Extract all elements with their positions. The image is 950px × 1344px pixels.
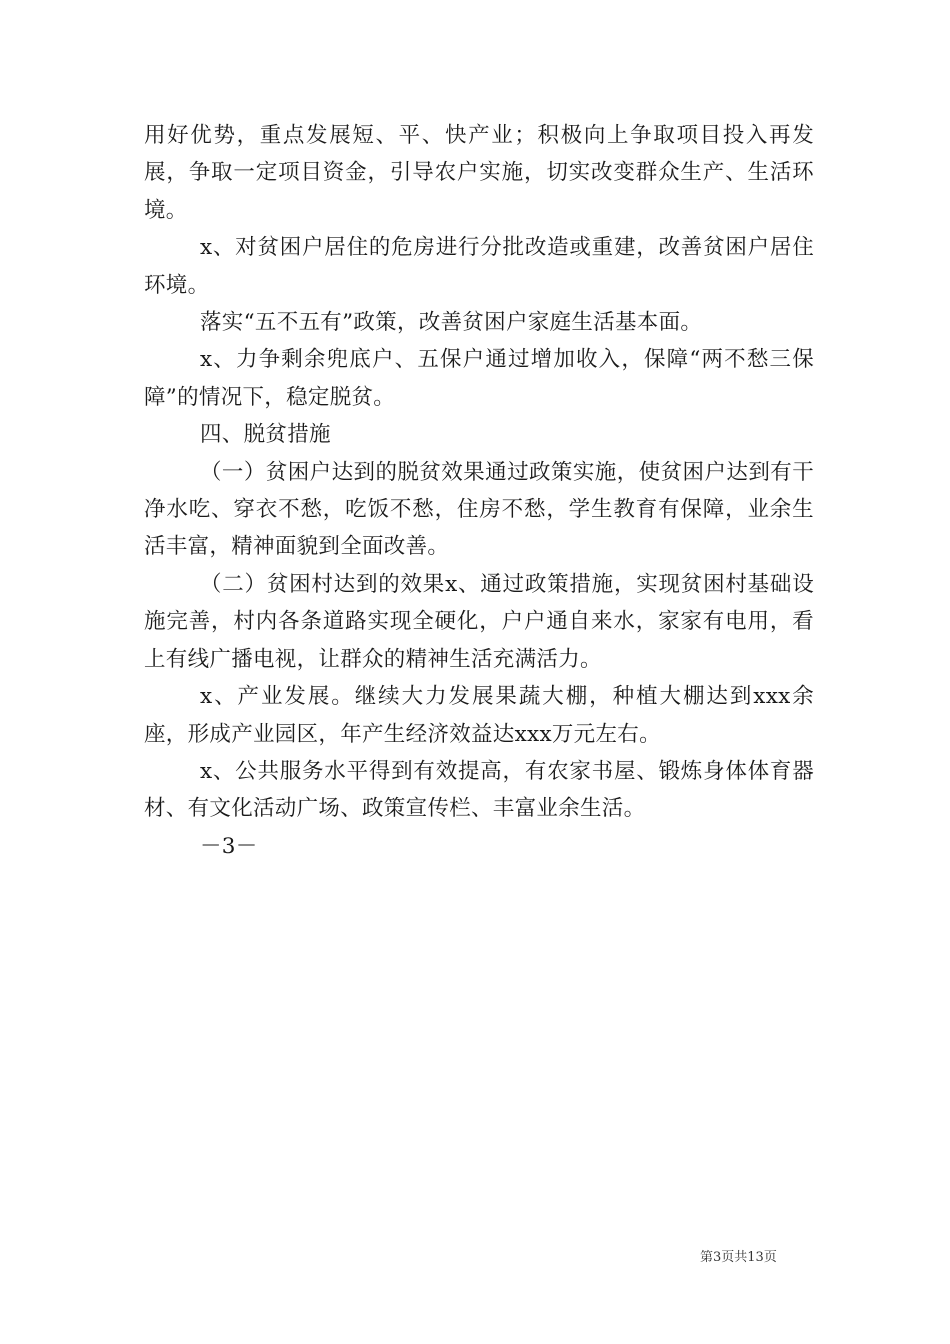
- section-heading: 四、脱贫措施: [200, 422, 331, 448]
- inline-page-number: －3－: [200, 833, 258, 859]
- paragraph: （二）贫困村达到的效果x、通过政策措施，实现贫困村基础设施完善，村内各条道路实现全硬化，户户通自来水，家家有电用，看上有线广播电视，让群众的精神生活充满活力。: [144, 571, 814, 672]
- page-footer: [700, 1246, 810, 1265]
- paragraph: x、产业发展。继续大力发展果蔬大棚，种植大棚达到xxx余座，形成产业园区，年产生经济效益达xxx万元左右。: [144, 684, 814, 747]
- paragraph: x、力争剩余兜底户、五保户通过增加收入，保障“两不愁三保障”的情况下，稳定脱贫。: [144, 347, 814, 410]
- paragraph: 用好优势，重点发展短、平、快产业；积极向上争取项目投入再发展，争取一定项目资金，引导农户实施，切实改变群众生产、生活环境。: [144, 123, 814, 223]
- paragraph: x、对贫困户居住的危房进行分批改造或重建，改善贫困户居住环境。: [144, 235, 814, 298]
- paragraph: x、公共服务水平得到有效提高，有农家书屋、锻炼身体体育器材、有文化活动广场、政策宣传栏、丰富业余生活。: [144, 758, 814, 822]
- document-body: [144, 117, 814, 865]
- paragraph: 落实“五不五有”政策，改善贫困户家庭生活基本面。: [200, 310, 703, 336]
- paragraph: （一）贫困户达到的脱贫效果通过政策实施，使贫困户达到有干净水吃、穿衣不愁，吃饭不愁，住房不愁，学生教育有保障，业余生活丰富，精神面貌到全面改善。: [144, 459, 814, 560]
- page-counter: 第3页共13页: [700, 1250, 777, 1265]
